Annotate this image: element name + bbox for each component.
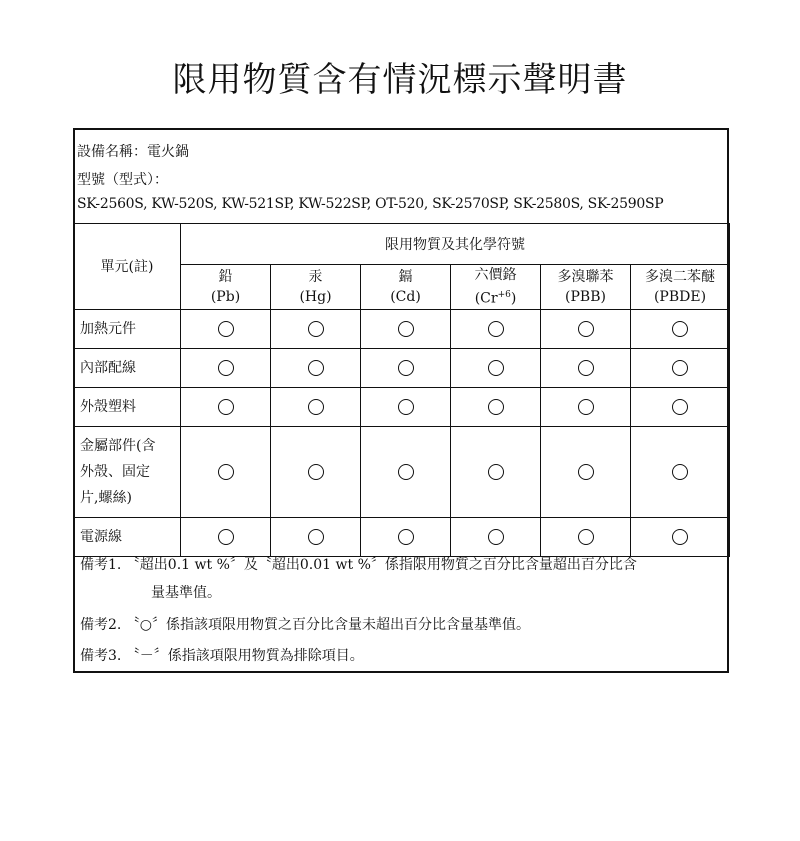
table-row [74, 426, 730, 517]
compliant-circle-icon [578, 529, 594, 545]
substance-name: 鎘 [398, 268, 413, 285]
page-title: 限用物質含有情況標示聲明書 [172, 60, 628, 100]
compliant-circle-icon [218, 399, 234, 415]
compliant-circle-icon [398, 529, 414, 545]
table-row [74, 348, 730, 387]
table-row [74, 387, 730, 426]
substance-name: 多溴二苯醚 [645, 268, 715, 285]
compliant-circle-icon [398, 321, 414, 337]
part-label: 加熱元件 [74, 309, 181, 348]
substance-symbol: (PBDE) [653, 288, 707, 305]
compliant-circle-icon [578, 399, 594, 415]
compliant-circle-icon [672, 529, 688, 545]
substance-table [73, 223, 730, 557]
substance-symbol: (Pb) [210, 288, 241, 305]
compliant-circle-icon [578, 464, 594, 480]
compliant-circle-icon [488, 529, 504, 545]
compliant-circle-icon [308, 464, 324, 480]
table-row [74, 309, 730, 348]
substance-chromium [451, 265, 541, 310]
model-label: 型號（型式）： [77, 172, 168, 188]
substance-name: 六價鉻 [474, 267, 517, 283]
substance-symbol [451, 285, 540, 309]
substance-name: 多溴聯苯 [557, 268, 614, 285]
substances-header: 限用物質及其化學符號 [181, 224, 730, 265]
compliant-circle-icon [488, 321, 504, 337]
part-label: 電源線 [74, 517, 181, 556]
note-3: 備考3. 〝－〞係指該項限用物質為排除項目。 [80, 648, 364, 664]
part-label-line: 金屬部件(含 [80, 437, 156, 454]
symbol-end: ) [510, 290, 517, 307]
note-1: 備考1. 〝超出0.1 wt %〞及〝超出0.01 wt %〞係指限用物質之百分比含量超出百分比含 [80, 557, 637, 573]
table-row [74, 517, 730, 556]
compliant-circle-icon [672, 360, 688, 376]
substance-cadmium [361, 265, 451, 310]
part-label: 內部配線 [74, 348, 181, 387]
compliant-circle-icon [398, 399, 414, 415]
compliant-circle-icon [308, 529, 324, 545]
symbol-base: (Cr [474, 290, 498, 307]
unit-header: 單元(註) [74, 224, 181, 310]
symbol-superscript: +6 [497, 290, 511, 300]
compliant-circle-icon [218, 360, 234, 376]
compliant-circle-icon [488, 360, 504, 376]
substance-symbol: (PBB) [565, 288, 606, 305]
compliant-circle-icon [488, 464, 504, 480]
device-name: 設備名稱：電火鍋 [77, 144, 189, 160]
note-2: 備考2. 〝○〞係指該項限用物質之百分比含量未超出百分比含量基準值。 [80, 617, 531, 633]
compliant-circle-icon [218, 321, 234, 337]
substance-lead [181, 265, 271, 310]
compliant-circle-icon [308, 399, 324, 415]
substance-pbde [631, 265, 730, 310]
part-label [74, 426, 181, 517]
compliant-circle-icon [488, 399, 504, 415]
compliant-circle-icon [398, 360, 414, 376]
compliant-circle-icon [308, 360, 324, 376]
substance-mercury [271, 265, 361, 310]
substance-name: 汞 [308, 268, 323, 285]
compliant-circle-icon [398, 464, 414, 480]
part-label: 外殼塑料 [74, 387, 181, 426]
part-label-line: 外殼、固定 [80, 463, 150, 480]
compliant-circle-icon [308, 321, 324, 337]
compliant-circle-icon [672, 464, 688, 480]
compliant-circle-icon [672, 321, 688, 337]
substance-symbol: (Hg) [299, 288, 332, 305]
substance-symbol: (Cd) [390, 288, 421, 305]
compliant-circle-icon [578, 360, 594, 376]
compliant-circle-icon [578, 321, 594, 337]
part-label-line: 片,螺絲) [80, 489, 132, 506]
compliant-circle-icon [218, 464, 234, 480]
compliant-circle-icon [672, 399, 688, 415]
note-1-continued: 量基準值。 [151, 585, 221, 601]
substance-name: 鉛 [218, 268, 233, 285]
compliant-circle-icon [218, 529, 234, 545]
substance-pbb [541, 265, 631, 310]
model-list: SK-2560S, KW-520S, KW-521SP, KW-522SP, OT-520, SK-2570SP, SK-2580S, SK-2590SP [77, 196, 664, 212]
